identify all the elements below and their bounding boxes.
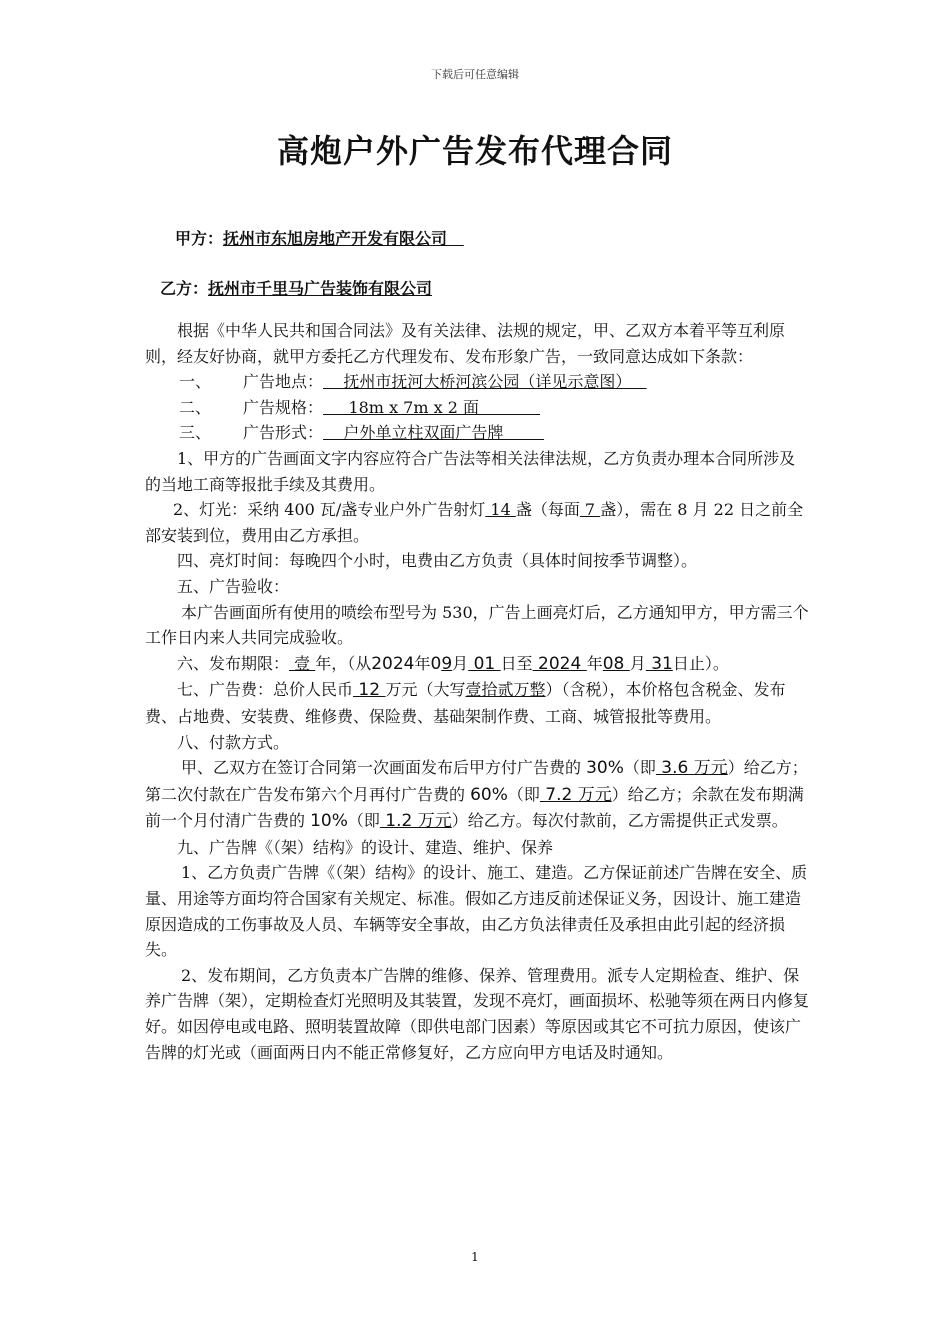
page-number: 1	[471, 1250, 479, 1264]
clause-7	[145, 677, 810, 729]
fee-amount-chinese: 壹拾贰万整	[465, 680, 546, 700]
intro-paragraph: 根据《中华人民共和国合同法》及有关法律、法规的规定，甲、乙双方本着平等互利原则，经友好协商，就甲方委托乙方代理发布、发布形象广告，一致同意达成如下条款：	[145, 321, 786, 366]
party-a-name: 抚州市东旭房地产开发有限公司	[223, 229, 448, 248]
clause-6-text-h: 日止）。	[672, 653, 729, 673]
clause-9-title: 九、广告牌《（架）结构》的设计、建造、维护、保养	[177, 837, 554, 857]
payment-2-amount: 7.2 万元	[539, 784, 612, 805]
clause-5-title: 五、广告验收：	[177, 576, 290, 596]
clause-7-text-b: 万元（大写	[385, 680, 466, 700]
party-a-label: 甲方：	[175, 229, 224, 248]
item-size-label: 广告规格：	[243, 397, 324, 417]
item-size-no: 二、	[179, 397, 212, 417]
clause-8-text-a: 甲、乙双方在签订合同第一次画面发布后甲方付广告费的	[181, 758, 587, 778]
fee-amount: 12	[353, 680, 386, 701]
clause-8-text-g: ）给乙方。每次付款前，乙方需提供正式发票。	[451, 811, 788, 831]
end-month: 08	[602, 653, 630, 674]
clause-8-text-f: （即	[347, 811, 380, 831]
clause-8-text-b: （即	[623, 758, 656, 778]
payment-2-percent: 60%	[470, 784, 508, 805]
item-location-label: 广告地点：	[243, 372, 324, 392]
clause-2	[145, 497, 810, 548]
clause-7-text-c: ）（含税），本价格包含税金、发布费、占地费、安装费、维修费、保险费、基础架制作费、工商、城管报批等费用。	[145, 680, 786, 726]
clause-1: 1、甲方的广告画面文字内容应符合广告法等相关法律法规，乙方负责办理本合同所涉及的当地工商等报批手续及其费用。	[145, 448, 796, 494]
payment-3-amount: 1.2 万元	[379, 811, 452, 832]
item-form	[145, 420, 810, 446]
item-size	[145, 395, 810, 421]
clause-5-body: 本广告画面所有使用的喷绘布型号为 530，广告上画亮灯后，乙方通知甲方，甲方需三个工作日内来人共同完成验收。	[145, 602, 809, 648]
start-year: 2024	[371, 653, 415, 674]
clause-6-text-c: 年	[414, 653, 431, 673]
clause-8-body	[145, 755, 810, 835]
contract-body	[145, 318, 810, 1065]
item-location-value: 抚州市抚河大桥河滨公园（详见示意图）	[323, 372, 647, 392]
party-a-trail	[447, 229, 464, 248]
clause-6-text-b: 年，（从	[315, 653, 372, 673]
clause-9-2: 2、发布期间，乙方负责本广告牌的维修、保养、管理费用。派专人定期检查、维护、保养广告牌（架），定期检查灯光照明及其装置，发现不亮灯，画面损坏、松驰等须在两日内修复好。如因停电或电路、照明装置故障（即供电部门因素）等原因或其它不可抗力原因，使该广告牌的灯光或（画面两日内不能正常修复好，乙方应向甲方电话及时通知。	[145, 965, 810, 1062]
payment-3-percent: 10%	[310, 811, 348, 832]
clause-4: 四、亮灯时间：每晚四个小时，电费由乙方负责（具体时间按季节调整）。	[177, 551, 698, 571]
start-month-prefix: 0	[430, 653, 442, 674]
clause-6-text-d: 月	[452, 653, 469, 673]
item-location-no: 一、	[179, 372, 212, 392]
clause-8-title: 八、付款方式。	[177, 732, 290, 752]
clause-8-text-e: ）给乙方；余款在发布期满前一个月付清广告费的	[145, 784, 804, 831]
clause-2-text-c: 盏），需在 8 月 22 日之前全部安装到位，费用由乙方承担。	[145, 500, 804, 545]
party-b-name: 抚州市千里马广告装饰有限公司	[208, 279, 433, 298]
clause-6-text-g: 月	[629, 653, 646, 673]
item-location	[145, 369, 810, 395]
lights-per-side: 7	[579, 500, 601, 520]
clause-8-text-c: ）给乙方；第二次付款在广告发布第六个月再付广告费的	[145, 758, 808, 804]
clause-7-text-a: 七、广告费：总价人民币	[177, 680, 354, 700]
page-header-note: 下载后可任意编辑	[431, 68, 519, 81]
item-form-no: 三、	[179, 423, 212, 443]
lights-total: 14	[485, 500, 516, 520]
party-b	[160, 276, 432, 299]
party-b-label: 乙方：	[160, 279, 209, 298]
end-year: 2024	[532, 653, 587, 674]
payment-1-percent: 30%	[586, 758, 624, 779]
clause-6	[145, 651, 810, 678]
clause-8-text-d: （即	[507, 784, 540, 804]
payment-1-amount: 3.6 万元	[655, 758, 728, 779]
item-size-value: 18m x 7m x 2 面	[323, 397, 541, 417]
end-day: 31	[645, 653, 673, 674]
clause-9-1: 1、乙方负责广告牌《（架）结构》的设计、施工、建造。乙方保证前述广告牌在安全、质量、用途等方面均符合国家有关规定、标准。假如乙方违反前述保证义务，因设计、施工建造原因造成的工伤事故及人员、车辆等安全事故，由乙方负法律责任及承担由此引起的经济损失。	[145, 863, 808, 960]
start-month: 9	[441, 653, 453, 674]
clause-6-text-e: 日至	[500, 653, 533, 673]
item-form-value: 户外单立柱双面广告牌	[323, 423, 545, 443]
start-day: 01	[468, 653, 501, 674]
clause-2-text-b: 盏（每面	[515, 500, 580, 520]
clause-2-text-a: 2、灯光：采纳 400 瓦/盏专业户外广告射灯	[173, 500, 486, 520]
item-form-label: 广告形式：	[243, 423, 324, 443]
term-years: 壹	[289, 653, 316, 673]
party-a	[175, 226, 464, 249]
document-title: 高炮户外广告发布代理合同	[276, 132, 673, 170]
clause-6-text-f: 年	[586, 653, 603, 673]
clause-6-text-a: 六、发布期限：	[177, 653, 290, 673]
